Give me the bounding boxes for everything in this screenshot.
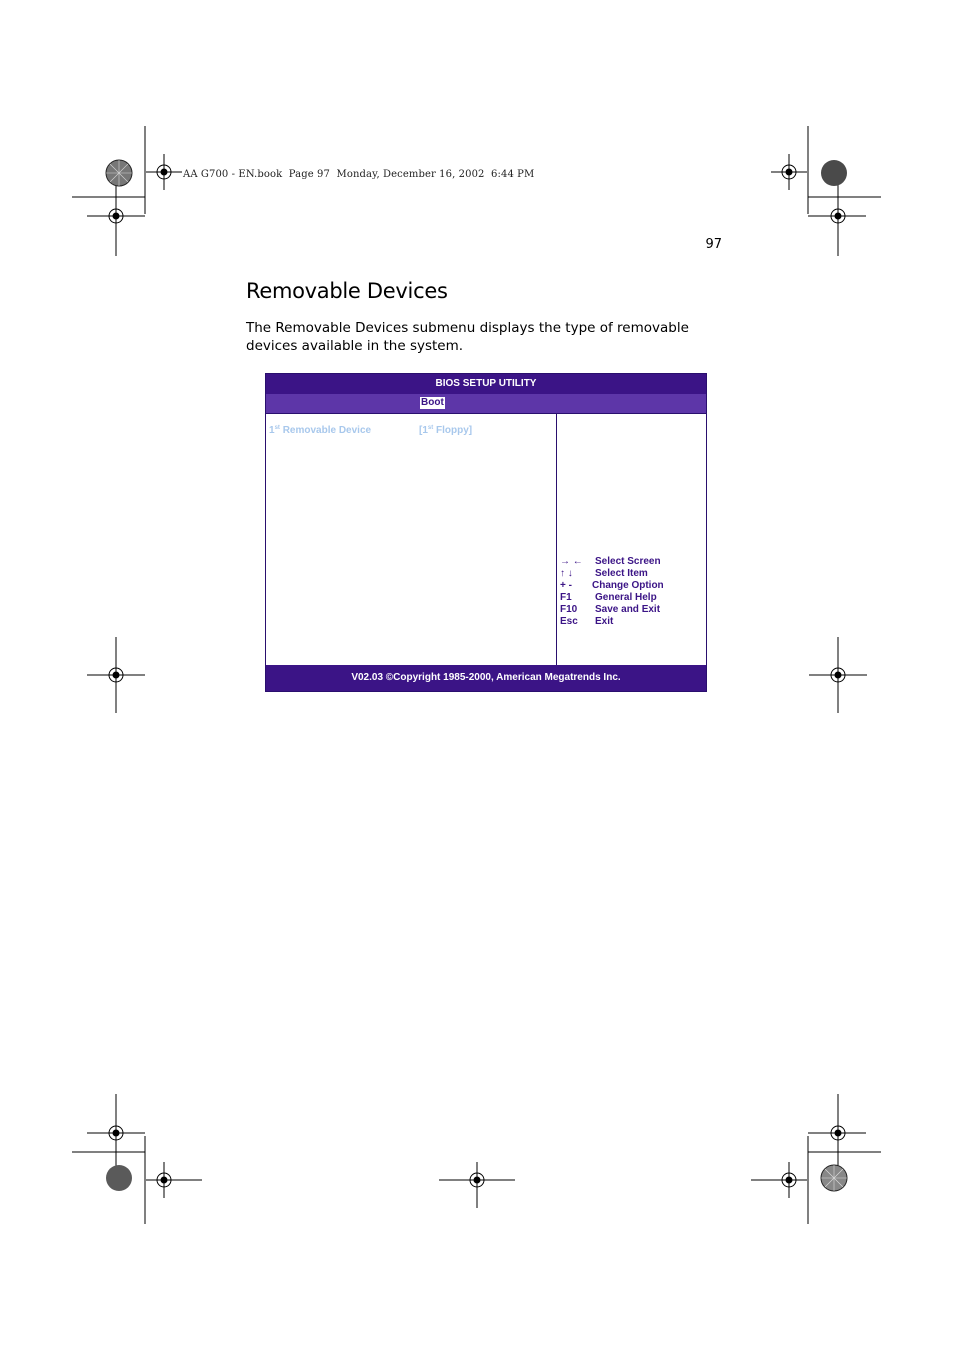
bios-screen xyxy=(265,373,707,692)
intro-paragraph: The Removable Devices submenu displays the type of removable devices available in the system. xyxy=(246,320,689,354)
option-label: 1st Removable Device xyxy=(269,425,372,436)
bios-tab-bar xyxy=(266,394,706,414)
removable-device-option[interactable] xyxy=(269,425,549,439)
print-slug: AA G700 - EN.book Page 97 Monday, December 16, 2002 6:44 PM xyxy=(183,169,535,180)
key-row-select-screen: → ← Select Screen xyxy=(560,556,661,567)
key-row-change-option: + - Change Option xyxy=(560,580,664,591)
option-value: [1st Floppy] xyxy=(419,425,473,436)
key-row-select-item: ↑ ↓ Select Item xyxy=(560,568,648,579)
key-row-exit: Esc Exit xyxy=(560,616,614,627)
bios-copyright-bar: V02.03 ©Copyright 1985-2000, American Megatrends Inc. xyxy=(266,665,706,691)
page-number: 97 xyxy=(705,237,722,252)
key-row-save-exit: F10 Save and Exit xyxy=(560,604,661,615)
bios-title-bar: BIOS SETUP UTILITY xyxy=(266,374,706,394)
section-title: Removable Devices xyxy=(246,279,448,303)
key-row-general-help: F1 General Help xyxy=(560,592,657,603)
arrow-up-down-icon: ↑ ↓ xyxy=(560,568,573,579)
arrow-left-right-icon: → ← xyxy=(560,556,583,567)
tab-boot[interactable]: Boot xyxy=(421,397,444,408)
key-legend xyxy=(560,556,700,628)
bios-panel-divider xyxy=(556,414,557,665)
